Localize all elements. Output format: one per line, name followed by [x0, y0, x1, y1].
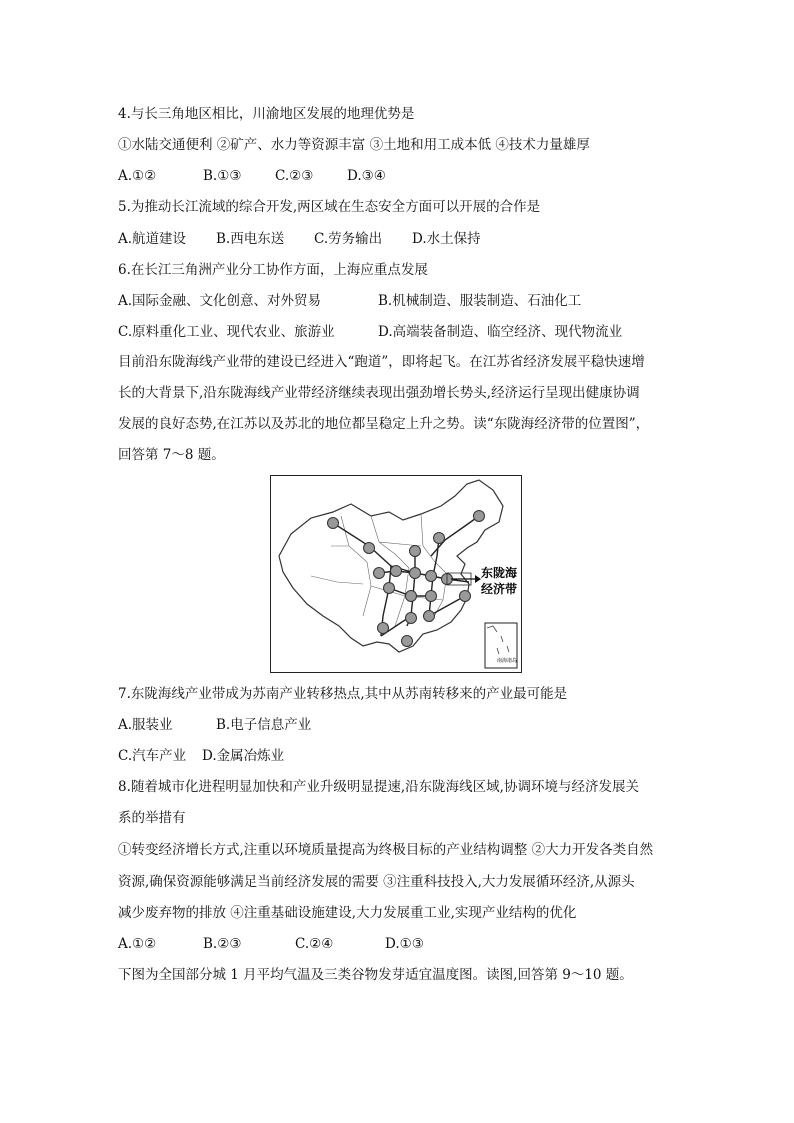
q7-option-a: A.服装业: [118, 717, 173, 733]
city-marker: [410, 568, 421, 579]
city-marker: [406, 613, 417, 624]
q8-stem-line-2: 系的举措有: [118, 810, 186, 826]
city-marker: [474, 511, 485, 522]
city-marker: [402, 636, 413, 647]
q6-option-c: C.原料重化工业、现代农业、旅游业: [118, 324, 335, 340]
q4-stem: 4.与长三角地区相比，川渝地区发展的地理优势是: [118, 106, 415, 122]
q8-statement-line-3: 减少废弃物的排放 ④注重基础设施建设,大力发展重工业,实现产业结构的优化: [118, 905, 577, 921]
q4-option-d: D.③④: [347, 168, 386, 184]
q5-option-d: D.水土保持: [412, 231, 481, 247]
q5-options: [118, 229, 481, 249]
q7-options-row2: [118, 746, 284, 766]
q5-stem: 5.为推动长江流域的综合开发,两区域在生态安全方面可以开展的合作是: [118, 199, 541, 215]
city-marker: [406, 591, 417, 602]
q7-stem: 7.东陇海线产业带成为苏南产业转移热点,其中从苏南转移来的产业最可能是: [118, 686, 568, 702]
intro-q9-10: 下图为全国部分城 1 月平均气温及三类谷物发芽适宜温度图。读图,回答第 9～10 题。: [118, 967, 633, 983]
q6-option-d: D.高端装备制造、临空经济、现代物流业: [378, 324, 623, 340]
q6-options-row1: [118, 291, 581, 311]
city-marker: [426, 591, 437, 602]
q4-option-b: B.①③: [203, 168, 242, 184]
city-marker: [378, 623, 389, 634]
q8-stem-line-1: 8.随着城市化进程明显加快和产业升级明显提速,沿东陇海线区域,协调环境与经济发展关: [118, 779, 639, 795]
q8-options: [118, 934, 424, 954]
q8-statement-line-1: ①转变经济增长方式,注重以环境质量提高为终极目标的产业结构调整 ②大力开发各类自然: [118, 842, 654, 858]
city-marker: [391, 566, 402, 577]
q7-options-row1: [118, 715, 311, 735]
q7-option-b: B.电子信息产业: [216, 717, 312, 733]
q4-option-c: C.②③: [275, 168, 314, 184]
q5-option-b: B.西电东送: [216, 231, 285, 247]
city-marker: [384, 583, 395, 594]
q6-option-b: B.机械制造、服装制造、石油化工: [378, 293, 582, 309]
q7-option-c: C.汽车产业: [118, 748, 187, 764]
china-map-svg: [271, 476, 520, 671]
passage-line-3: 发展的良好态势,在江苏以及苏北的地位都呈稳定上升之势。读“东陇海经济带的位置图”，: [118, 416, 650, 432]
city-marker: [328, 518, 339, 529]
q5-option-c: C.劳务输出: [314, 231, 383, 247]
city-marker: [410, 546, 421, 557]
q4-option-a: A.①②: [118, 168, 157, 184]
map-label-line1: 东陇海: [481, 566, 518, 580]
city-marker: [460, 591, 471, 602]
passage-line-2: 长的大背景下,沿东陇海线产业带经济继续表现出强劲增长势头,经济运行呈现出健康协调: [118, 385, 640, 401]
q8-option-d: D.①③: [385, 936, 424, 952]
q4-statements: ①水陆交通便利 ②矿产、水力等资源丰富 ③土地和用工成本低 ④技术力量雄厚: [118, 137, 590, 153]
q6-options-row2: [118, 322, 622, 342]
city-marker: [424, 611, 435, 622]
q6-option-a: A.国际金融、文化创意、对外贸易: [118, 293, 322, 309]
q8-statement-line-2: 资源,确保资源能够满足当前经济发展的需要 ③注重科技投入,大力发展循环经济,从源头: [118, 874, 635, 890]
city-marker: [364, 543, 375, 554]
passage-line-4: 回答第 7～8 题。: [118, 447, 225, 463]
donglonghai-map-figure: [270, 475, 522, 673]
q6-stem: 6.在长江三角洲产业分工协作方面，上海应重点发展: [118, 262, 428, 278]
passage-line-1: 目前沿东陇海线产业带的建设已经进入“跑道”，即将起飞。在江苏省经济发展平稳快速增: [118, 354, 645, 370]
q4-options: [118, 166, 386, 186]
q7-option-d: D.金属冶炼业: [202, 748, 285, 764]
map-label-line2: 经济带: [481, 582, 518, 596]
inset-label: 南海诸岛: [496, 658, 518, 664]
q5-option-a: A.航道建设: [118, 231, 187, 247]
q8-option-c: C.②④: [295, 936, 334, 952]
city-marker: [426, 571, 437, 582]
q8-option-a: A.①②: [118, 936, 157, 952]
q8-option-b: B.②③: [203, 936, 242, 952]
city-marker: [374, 568, 385, 579]
city-marker: [434, 533, 445, 544]
